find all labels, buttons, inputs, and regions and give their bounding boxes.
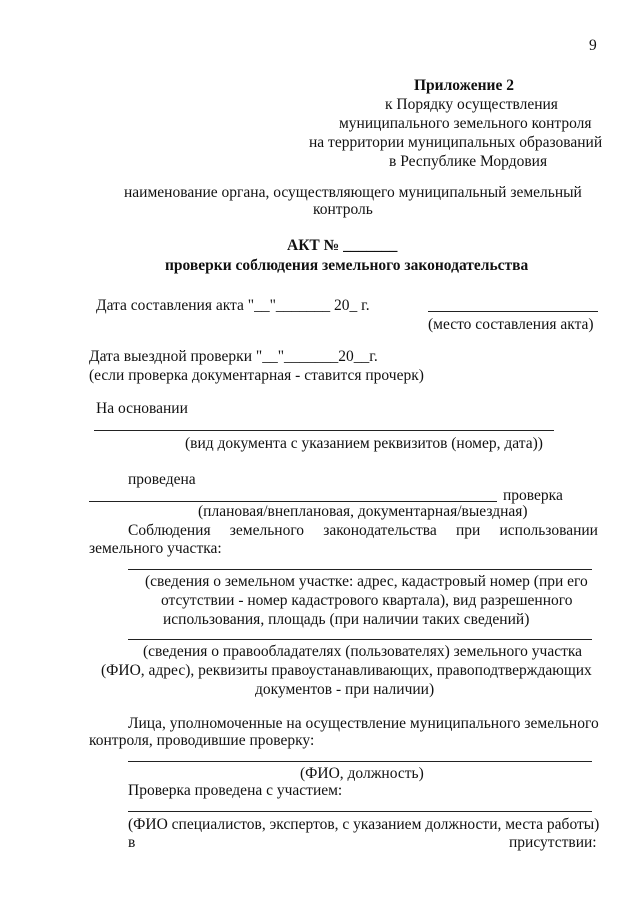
page-number: 9 — [589, 37, 597, 54]
date-visit: Дата выездной проверки "__"_______20__г. — [89, 348, 378, 365]
place-underline — [428, 311, 598, 312]
plot-underline — [128, 569, 592, 570]
compliance-word: при — [455, 522, 481, 539]
plot-caption-line3: использования, площадь (при наличии таких сведений) — [163, 611, 530, 628]
organ-caption-line2: контроль — [313, 201, 373, 218]
act-title: АКТ № _______ — [287, 237, 398, 254]
compliance-line2: земельного участка: — [89, 540, 222, 557]
compliance-word: Соблюдения — [128, 522, 211, 539]
appendix-line: к Порядку осуществления — [385, 96, 558, 113]
appendix-title: Приложение 2 — [414, 77, 514, 94]
check-type-caption: (плановая/внеплановая, документарная/выездная) — [198, 503, 528, 520]
basis-underline — [94, 430, 554, 431]
compliance-line1 — [128, 521, 598, 541]
appendix-line: на территории муниципальных образований — [309, 134, 603, 151]
holders-caption-line2: (ФИО, адрес), реквизиты правоустанавливающих, правоподтверждающих — [101, 662, 592, 679]
holders-caption-line3: документов - при наличии) — [255, 681, 435, 698]
compliance-word: использовании — [499, 522, 598, 539]
holders-caption-line1: (сведения о правообладателях (пользователях) земельного участка — [143, 643, 583, 660]
date-visit-note: (если проверка документарная - ставится прочерк) — [89, 367, 424, 384]
persons-line1: Лица, уполномоченные на осуществление муниципального земельного — [128, 715, 599, 732]
appendix-line: в Республике Мордовия — [389, 153, 548, 170]
place-caption: (место составления акта) — [428, 316, 594, 333]
holders-underline — [128, 639, 592, 640]
fio-underline — [128, 761, 592, 762]
persons-line2: контроля, проводившие проверку: — [89, 732, 315, 749]
fio-position-caption: (ФИО, должность) — [300, 765, 424, 782]
presence-right: присутствии: — [509, 834, 597, 851]
plot-caption-line1: (сведения о земельном участке: адрес, кадастровый номер (при его — [145, 573, 588, 590]
appendix-line: муниципального земельного контроля — [339, 115, 592, 132]
basis-label: На основании — [96, 400, 188, 417]
date-compose: Дата составления акта "__"_______ 20_ г. — [96, 297, 370, 314]
check-word: проверка — [503, 487, 563, 504]
specialists-caption: (ФИО специалистов, экспертов, с указанием должности, места работы) — [128, 816, 600, 833]
presence-left: в — [128, 834, 136, 851]
compliance-word: земельного — [229, 522, 305, 539]
organ-caption-line1: наименование органа, осуществляющего муниципальный земельный — [124, 184, 582, 201]
specialists-underline — [128, 811, 592, 812]
basis-caption: (вид документа с указанием реквизитов (номер, дата)) — [185, 435, 543, 452]
plot-caption-line2: отсутствии - номер кадастрового квартала), вид разрешенного — [161, 592, 573, 609]
conducted-label: проведена — [128, 471, 196, 488]
compliance-word: законодательства — [323, 522, 437, 539]
act-subtitle: проверки соблюдения земельного законодательства — [165, 257, 529, 274]
participation-label: Проверка проведена с участием: — [128, 782, 343, 799]
